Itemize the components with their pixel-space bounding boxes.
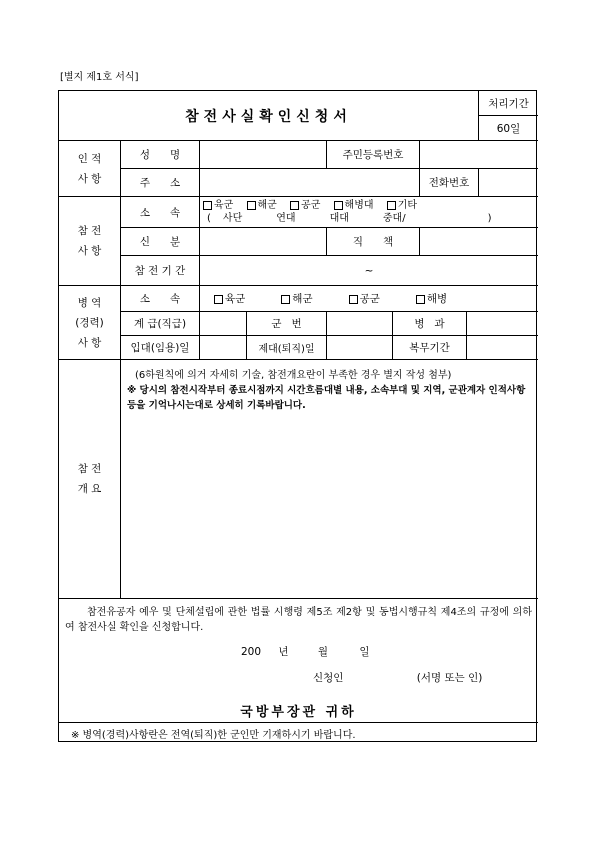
name-label: 성 명 xyxy=(121,141,200,169)
processing-value: 60일 xyxy=(496,122,521,135)
rrn-label: 주민등록번호 xyxy=(327,141,420,169)
footnote: ※ 병역(경력)사항란은 전역(퇴직)한 군인만 기재하시기 바랍니다. xyxy=(71,729,356,741)
combat-unit-line: ( 사단 연대 대대 중대/ ) xyxy=(207,213,492,224)
overview-instruction: (6하원칙에 의거 자세히 기술, 참전개요란이 부족한 경우 별지 작성 첨부) xyxy=(135,370,452,381)
personal-section-line2: 사 항 xyxy=(77,172,102,185)
combat-status-field[interactable] xyxy=(200,228,327,256)
combat-affiliation-label: 소 속 xyxy=(121,197,200,228)
combat-period-label: 참 전 기 간 xyxy=(121,256,200,286)
rrn-field[interactable] xyxy=(420,141,538,169)
address-label: 주 소 xyxy=(121,169,200,197)
checkbox-icon xyxy=(416,295,425,304)
checkbox-icon xyxy=(290,201,299,210)
combat-branch-marines[interactable]: 해병대 xyxy=(334,200,374,211)
signature-label[interactable]: (서명 또는 인) xyxy=(416,672,483,684)
specialty-label: 병 과 xyxy=(393,312,467,336)
phone-label: 전화번호 xyxy=(420,169,479,197)
combat-period-field[interactable] xyxy=(200,256,538,286)
date-year: 200 xyxy=(241,646,262,658)
checkbox-icon xyxy=(281,295,290,304)
form-caption: [별지 제1호 서식] xyxy=(60,72,139,83)
overview-section-label xyxy=(59,360,121,599)
checkbox-icon xyxy=(349,295,358,304)
overview-section-line1: 참 전 xyxy=(77,463,102,475)
declaration-block xyxy=(59,599,538,723)
address-field[interactable] xyxy=(200,169,420,197)
discharge-label: 제대(퇴직)일 xyxy=(247,336,327,360)
ministry-recipient: 국방부장관 귀하 xyxy=(240,705,357,720)
combat-duty-field[interactable] xyxy=(420,228,538,256)
service-branch-navy[interactable]: 해군 xyxy=(281,291,312,306)
service-branch-marines[interactable]: 해병 xyxy=(416,291,447,306)
service-period-label: 복무기간 xyxy=(393,336,467,360)
name-field[interactable] xyxy=(200,141,327,169)
service-section-line2: (경력) xyxy=(75,316,104,329)
overview-note: ※ 당시의 참전시작부터 종료시점까지 시간흐름대별 내용, 소속부대 및 지역, 군관계자 인적사항 등을 기억나시는대로 상세히 기록바랍니다. xyxy=(127,385,526,411)
serial-label: 군 번 xyxy=(247,312,327,336)
service-branch-airforce[interactable]: 공군 xyxy=(349,291,380,306)
processing-box xyxy=(479,91,538,141)
checkbox-icon xyxy=(247,201,256,210)
checkbox-icon xyxy=(203,201,212,210)
rank-field[interactable] xyxy=(200,312,247,336)
combat-branch-navy[interactable]: 해군 xyxy=(247,200,277,211)
combat-branch-other[interactable]: 기타 xyxy=(387,200,417,211)
service-section-line1: 병 역 xyxy=(77,296,102,309)
applicant-label: 신청인 xyxy=(313,672,344,684)
rank-label: 계 급(직급) xyxy=(121,312,200,336)
service-section-label xyxy=(59,286,121,360)
combat-duty-label: 직 책 xyxy=(327,228,420,256)
phone-field[interactable] xyxy=(479,169,538,197)
personal-section-label xyxy=(59,141,121,197)
form-title: 참전사실확인신청서 xyxy=(59,91,479,141)
service-affiliation-label: 소 속 xyxy=(121,286,200,312)
service-branch-army[interactable]: 육군 xyxy=(214,291,245,306)
applicant-line xyxy=(65,670,532,685)
date-line xyxy=(65,644,532,659)
service-affiliation-options xyxy=(200,286,538,312)
day-label: 일 xyxy=(359,646,370,658)
month-label: 월 xyxy=(317,646,329,658)
combat-section-line1: 참 전 xyxy=(77,225,102,237)
combat-branch-army[interactable]: 육군 xyxy=(203,200,233,211)
personal-section-line1: 인 적 xyxy=(77,152,102,165)
checkbox-icon xyxy=(387,201,396,210)
overview-section-line2: 개 요 xyxy=(77,483,102,495)
declaration-text: 참전유공자 예우 및 단체설립에 관한 법률 시행령 제5조 제2항 및 동법시행규칙 제4조의 규정에 의하여 참전사실 확인을 신청합니다. xyxy=(65,607,532,633)
checkbox-icon xyxy=(214,295,223,304)
discharge-field[interactable] xyxy=(327,336,393,360)
combat-status-label: 신 분 xyxy=(121,228,200,256)
processing-label: 처리기간 xyxy=(479,91,538,116)
specialty-field[interactable] xyxy=(467,312,538,336)
combat-section-line2: 사 항 xyxy=(77,245,102,257)
application-form xyxy=(58,90,537,742)
enlist-field[interactable] xyxy=(200,336,247,360)
service-period-field[interactable] xyxy=(467,336,538,360)
combat-affiliation-options xyxy=(200,197,538,228)
combat-branch-airforce[interactable]: 공군 xyxy=(290,200,320,211)
checkbox-icon xyxy=(334,201,343,210)
service-section-line3: 사 항 xyxy=(77,336,102,349)
period-separator: ~ xyxy=(364,264,374,277)
combat-branch-list xyxy=(203,199,427,212)
year-label: 년 xyxy=(278,646,289,658)
combat-section-label xyxy=(59,197,121,286)
enlist-label: 입대(임용)일 xyxy=(121,336,200,360)
overview-field[interactable] xyxy=(121,360,538,599)
serial-field[interactable] xyxy=(327,312,393,336)
